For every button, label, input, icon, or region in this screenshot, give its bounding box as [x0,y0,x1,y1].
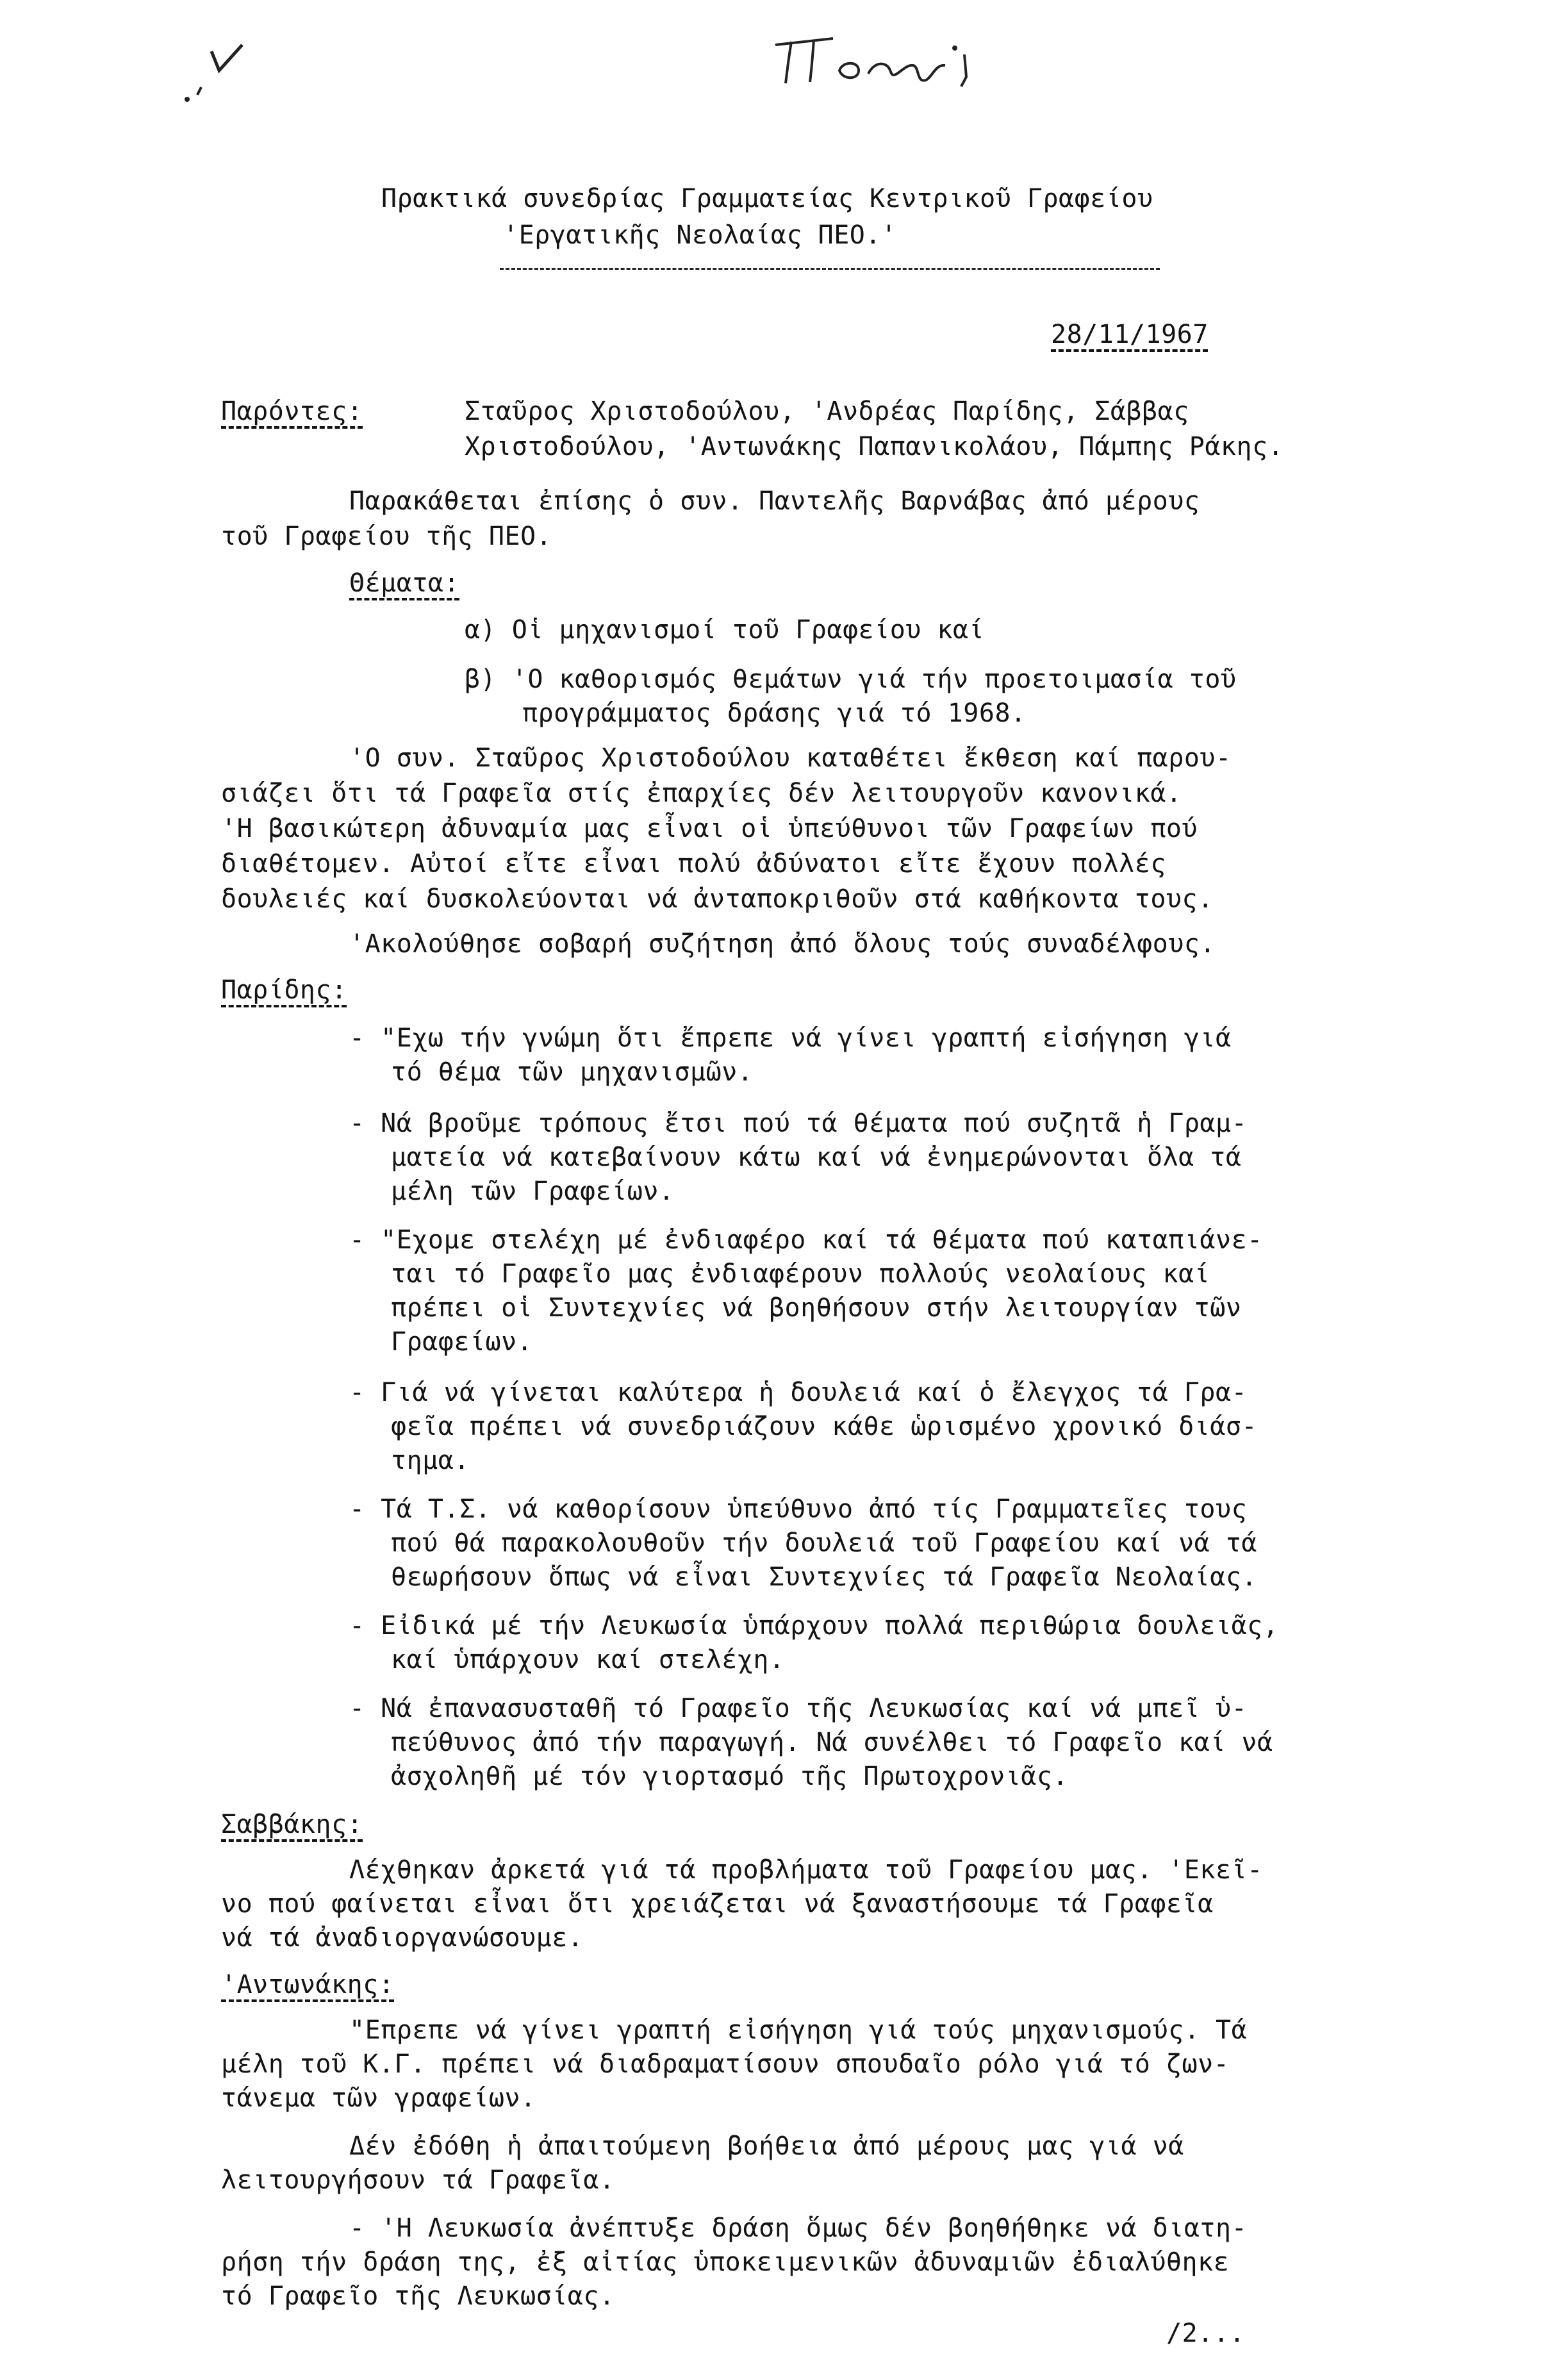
bullet-item: πεύθυνος ἀπό τήν παραγωγή. Νά συνέλθει τό Γραφεῖο καί νά [391,1728,1273,1757]
topic-item: β) 'Ο καθορισμός θεμάτων γιά τήν προετοιμασία τοῦ [465,665,1237,694]
bullet-item: μέλη τῶν Γραφείων. [391,1177,675,1206]
paragraph-line: νο πού φαίνεται εἶναι ὅτι χρειάζεται νά ξαναστήσουμε τά Γραφεῖα [221,1889,1214,1919]
bullet-item: θεωρήσουν ὅπως νά εἶναι Συντεχνίες τά Γραφεῖα Νεολαίας. [391,1562,1258,1592]
handwritten-check-mark [173,38,250,109]
bullet-item: - "Εχομε στελέχη μέ ἐνδιαφέρο καί τά θέματα πού καταπιάνε- [349,1225,1263,1255]
paragraph-line: "Επρεπε νά γίνει γραπτή εἰσήγηση γιά τούς μηχανισμούς. Τά [349,2015,1248,2045]
handwritten-annotation [763,26,993,90]
paragraph-line: Λέχθηκαν ἀρκετά γιά τά προβλήματα τοῦ Γραφείου μας. 'Εκεῖ- [349,1855,1263,1885]
topic-item: α) Οἱ μηχανισμοί τοῦ Γραφείου καί [465,615,985,645]
bullet-item: - Γιά νά γίνεται καλύτερα ἡ δουλειά καί ὁ ἔλεγχος τά Γρα- [349,1378,1248,1407]
topic-item: προγράμματος δράσης γιά τό 1968. [522,699,1027,728]
report-line: 'Η βασικώτερη ἀδυναμία μας εἶναι οἱ ὑπεύθυνοι τῶν Γραφείων πού [221,814,1198,843]
attendees-line: Σταῦρος Χριστοδούλου, 'Ανδρέας Παρίδης, Σάββας [465,397,1189,426]
bullet-item: - "Εχω τήν γνώμη ὅτι ἔπρεπε νά γίνει γραπτή εἰσήγηση γιά [349,1023,1232,1053]
paragraph-line: τάνεμα τῶν γραφείων. [221,2083,536,2113]
bullet-item: τημα. [391,1446,470,1475]
bullet-item: πού θά παρακολουθοῦν τήν δουλειά τοῦ Γραφείου καί νά τά [391,1528,1258,1558]
title-underline [500,268,1160,270]
paragraph-line: Δέν ἐδόθη ἡ ἀπαιτούμενη βοήθεια ἀπό μέρους μας γιά νά [349,2131,1184,2161]
bullet-item: φεῖα πρέπει νά συνεδριάζουν κάθε ὡρισμένο χρονικό διάσ- [391,1412,1258,1441]
attendees-label: Παρόντες: [221,397,363,426]
paragraph-line: λειτουργήσουν τά Γραφεῖα. [221,2165,615,2195]
also-present-line: τοῦ Γραφείου τῆς ΠΕΟ. [221,522,552,551]
paragraph-line: τό Γραφεῖο τῆς Λευκωσίας. [221,2281,615,2311]
document-title: Πρακτικά συνεδρίας Γραμματείας Κεντρικοῦ Γραφείου [381,184,1153,213]
bullet-item: ἀσχοληθῆ μέ τόν γιορτασμό τῆς Πρωτοχρονιᾶς. [391,1762,1069,1791]
discussion-line: 'Ακολούθησε σοβαρή συζήτηση ἀπό ὅλους τούς συναδέλφους. [349,929,1216,959]
bullet-item: πρέπει οἱ Συντεχνίες νά βοηθήσουν στήν λειτουργίαν τῶν [391,1293,1242,1323]
bullet-item: ται τό Γραφεῖο μας ἐνδιαφέρουν πολλούς νεολαίους καί [391,1259,1210,1289]
paragraph-line: - 'Η Λευκωσία ἀνέπτυξε δράση ὅμως δέν βοηθήθηκε νά διατη- [349,2214,1248,2243]
page-continuation: /2... [1166,2319,1245,2348]
bullet-item: - Εἰδικά μέ τήν Λευκωσία ὑπάρχουν πολλά περιθώρια δουλειᾶς, [349,1611,1279,1641]
report-line: δουλειές καί δυσκολεύονται νά ἀνταποκριθοῦν στά καθήκοντα τους. [221,884,1214,914]
topics-label: Θέματα: [349,568,460,598]
speaker-label-antonakis: 'Αντωνάκης: [221,1970,395,1999]
also-present-line: Παρακάθεται ἐπίσης ὁ συν. Παντελῆς Βαρνάβας ἀπό μέρους [349,486,1200,516]
document-subtitle: 'Εργατικῆς Νεολαίας ΠΕΟ.' [503,220,897,250]
bullet-item: καί ὑπάρχουν καί στελέχη. [391,1645,785,1675]
bullet-item: - Νά βροῦμε τρόπους ἔτσι πού τά θέματα πού συζητᾶ ἡ Γραμ- [349,1109,1248,1138]
paragraph-line: μέλη τοῦ Κ.Γ. πρέπει νά διαδραματίσουν σπουδαῖο ρόλο γιά τό ζων- [221,2049,1230,2079]
report-line: σιάζει ὅτι τά Γραφεῖα στίς ἐπαρχίες δέν λειτουργοῦν κανονικά. [221,779,1182,808]
paragraph-line: ρήση τήν δράση της, ἐξ αἰτίας ὑποκειμενικῶν ἀδυναμιῶν ἐδιαλύθηκε [221,2247,1230,2277]
bullet-item: - Τά Τ.Σ. νά καθορίσουν ὑπεύθυνο ἀπό τίς Γραμματεῖες τους [349,1494,1248,1524]
speaker-label-paridis: Παρίδης: [221,975,347,1005]
attendees-line: Χριστοδούλου, 'Αντωνάκης Παπανικολάου, Πάμπης Ράκης. [465,432,1284,461]
speaker-label-savvakis: Σαββάκης: [221,1810,363,1839]
bullet-item: ματεία νά κατεβαίνουν κάτω καί νά ἐνημερώνονται ὅλα τά [391,1143,1242,1172]
report-line: 'Ο συν. Σταῦρος Χριστοδούλου καταθέτει ἔκθεση καί παρου- [349,743,1232,773]
bullet-item: Γραφείων. [391,1327,533,1357]
meeting-date: 28/11/1967 [1051,320,1209,349]
paragraph-line: νά τά ἀναδιοργανώσουμε. [221,1923,584,1953]
bullet-item: - Νά ἐπανασυσταθῆ τό Γραφεῖο τῆς Λευκωσίας καί νά μπεῖ ὑ- [349,1694,1248,1723]
bullet-item: τό θέμα τῶν μηχανισμῶν. [391,1057,754,1087]
report-line: διαθέτομεν. Αὐτοί εἴτε εἶναι πολύ ἀδύνατοι εἴτε ἔχουν πολλές [221,849,1166,879]
